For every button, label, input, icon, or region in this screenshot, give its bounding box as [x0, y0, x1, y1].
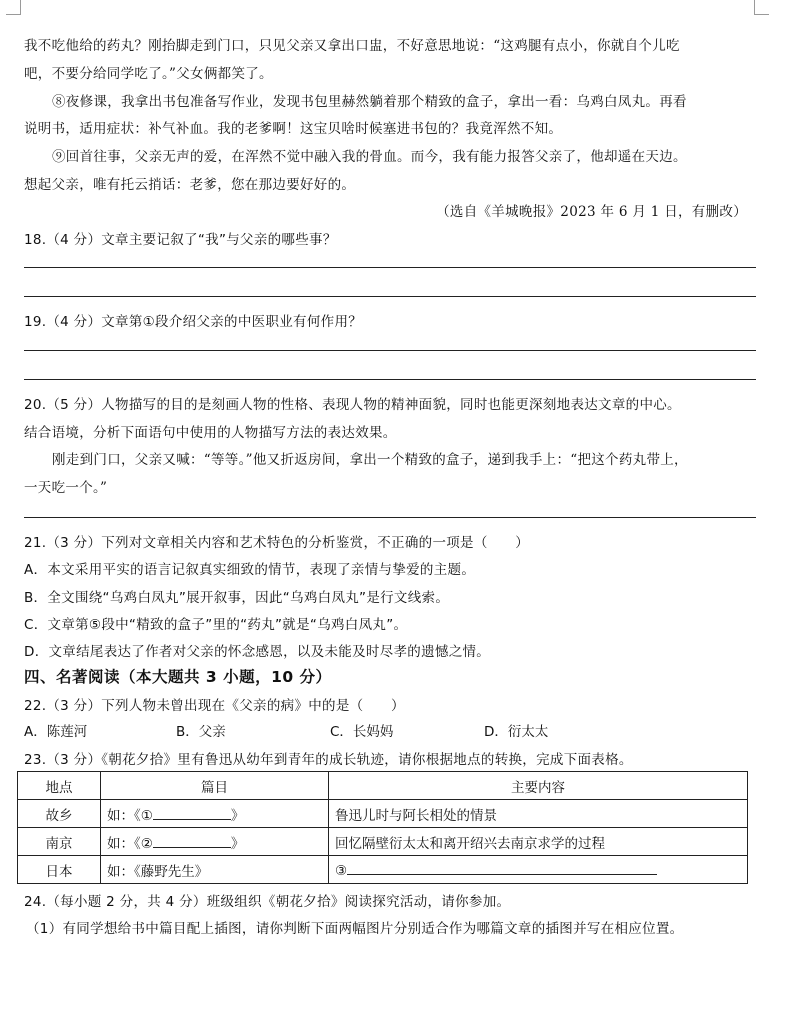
passage-paragraph-9: ⑨回首往事，父亲无声的爱，在浑然不觉中融入我的骨血。而今，我有能力报答父亲了，他却遥在天边。	[52, 149, 687, 165]
answer-line[interactable]	[24, 379, 756, 380]
table-cell-content[interactable]	[329, 856, 748, 884]
table-cell-content: 回忆隔壁衍太太和离开绍兴去南京求学的过程	[329, 828, 748, 856]
option-d[interactable]: D．文章结尾表达了作者对父亲的怀念感恩，以及未能及时尽孝的遗憾之情。	[24, 644, 491, 660]
table-header-row	[18, 772, 748, 800]
table-row	[18, 828, 748, 856]
question-20-line: 结合语境，分析下面语句中使用的人物描写方法的表达效果。	[24, 425, 397, 441]
title-suffix: 》	[230, 807, 245, 824]
question-23-table	[17, 771, 748, 884]
option-b[interactable]: B．全文围绕“乌鸡白凤丸”展开叙事，因此“乌鸡白凤丸”是行文线索。	[24, 590, 450, 606]
title-prefix: 如：《②	[107, 835, 153, 852]
option-b[interactable]: B．父亲	[176, 724, 226, 740]
table-cell-content: 鲁迅儿时与阿长相处的情景	[329, 800, 748, 828]
passage-line: 我不吃他给的药丸？刚抬脚走到门口，只见父亲又拿出口盅，不好意思地说：“这鸡腿有点小，你就自个儿吃	[24, 38, 680, 54]
table-cell-title	[101, 856, 329, 884]
option-c[interactable]: C．文章第⑤段中“精致的盒子”里的“药丸”就是“乌鸡白凤丸”。	[24, 617, 408, 633]
table-cell-place: 日本	[18, 856, 101, 884]
option-c[interactable]: C．长妈妈	[330, 724, 394, 740]
option-a[interactable]: A．陈莲河	[24, 724, 88, 740]
option-a[interactable]: A．本文采用平实的语言记叙真实细致的情节，表现了亲情与挚爱的主题。	[24, 562, 476, 578]
page-corner-mark	[6, 0, 21, 15]
table-cell-title[interactable]	[101, 828, 329, 856]
title-prefix: 如：《①	[107, 807, 153, 824]
question-24: 24.（每小题 2 分，共 4 分）班级组织《朝花夕拾》阅读探究活动，请你参加。	[24, 894, 511, 910]
question-20: 20.（5 分）人物描写的目的是刻画人物的性格、表现人物的精神面貌，同时也能更深刻地表达文章的中心。	[24, 397, 681, 413]
answer-line[interactable]	[24, 296, 756, 297]
passage-source: （选自《羊城晚报》2023 年 6 月 1 日，有删改）	[436, 204, 747, 220]
question-20-quote: 一天吃一个。”	[24, 480, 108, 496]
content-marker: ③	[335, 863, 348, 879]
answer-line[interactable]	[24, 517, 756, 518]
table-cell-title[interactable]	[101, 800, 329, 828]
question-22: 22.（3 分）下列人物未曾出现在《父亲的病》中的是（ ）	[24, 698, 405, 714]
passage-line: 说明书，适用症状：补气补血。我的老爹啊！这宝贝啥时候塞进书包的？我竟浑然不知。	[24, 121, 563, 137]
passage-paragraph-8: ⑧夜修课，我拿出书包准备写作业，发现书包里赫然躺着那个精致的盒子，拿出一看：乌鸡白凤丸。再看	[52, 94, 687, 110]
question-21: 21.（3 分）下列对文章相关内容和艺术特色的分析鉴赏，不正确的一项是（ ）	[24, 535, 530, 551]
table-row	[18, 800, 748, 828]
table-cell-place: 故乡	[18, 800, 101, 828]
title-suffix: 》	[230, 835, 245, 852]
title-prefix: 如：《藤野先生》	[107, 863, 209, 880]
table-header: 地点	[18, 772, 101, 800]
table-row	[18, 856, 748, 884]
passage-line: 吧，不要分给同学吃了。”父女俩都笑了。	[24, 66, 273, 82]
section-heading: 四、名著阅读（本大题共 3 小题，10 分）	[24, 668, 332, 686]
fill-blank[interactable]	[153, 833, 231, 848]
question-20-quote: 刚走到门口，父亲又喊：“等等。”他又折返房间，拿出一个精致的盒子，递到我手上：“把这个药丸带上，	[52, 452, 688, 468]
question-18: 18.（4 分）文章主要记叙了“我”与父亲的哪些事？	[24, 232, 337, 248]
fill-blank[interactable]	[347, 860, 657, 875]
table-header: 主要内容	[329, 772, 748, 800]
passage-line: 想起父亲，唯有托云捎话：老爹，您在那边要好好的。	[24, 177, 356, 193]
page-corner-mark	[754, 0, 769, 15]
question-23: 23.（3 分）《朝花夕拾》里有鲁迅从幼年到青年的成长轨迹，请你根据地点的转换，完成下面表格。	[24, 752, 633, 768]
table-cell-place: 南京	[18, 828, 101, 856]
question-24-sub-1: （1）有同学想给书中篇目配上插图，请你判断下面两幅图片分别适合作为哪篇文章的插图并写在相应位置。	[26, 921, 684, 937]
option-d[interactable]: D．衍太太	[484, 724, 549, 740]
fill-blank[interactable]	[153, 805, 231, 820]
table-header: 篇目	[101, 772, 329, 800]
answer-line[interactable]	[24, 267, 756, 268]
answer-line[interactable]	[24, 350, 756, 351]
question-19: 19.（4 分）文章第①段介绍父亲的中医职业有何作用？	[24, 314, 363, 330]
